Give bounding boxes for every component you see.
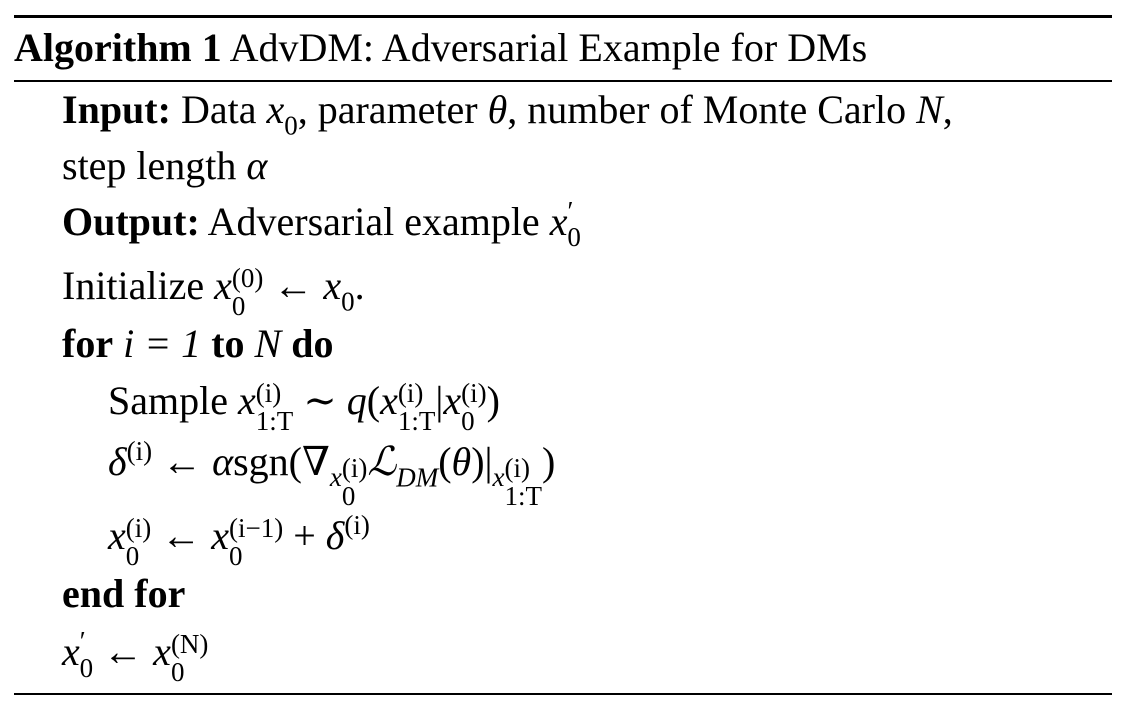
math-x0-N: x (N) 0 xyxy=(153,629,209,687)
math-delta-i: $\delta^{(i)}$ xyxy=(325,510,370,559)
final-assignment-line xyxy=(62,626,209,687)
for-keyword: for xyxy=(62,321,114,366)
math-nabla: ∇ xyxy=(301,439,330,484)
math-N: N xyxy=(916,87,943,132)
math-N: N xyxy=(254,321,282,366)
math-x0: $x_0$ xyxy=(266,87,298,141)
math-sgn: sgn xyxy=(233,439,289,484)
math-arrow: ← xyxy=(161,513,202,559)
math-x0-prime: $x'_0$ xyxy=(62,626,94,683)
math-x0-i: x (i) 0 xyxy=(443,378,487,436)
math-q: q xyxy=(346,378,367,424)
do-keyword: do xyxy=(291,321,334,366)
math-loss-L: ℒ xyxy=(367,439,397,484)
top-rule xyxy=(14,15,1112,18)
math-alpha: α xyxy=(212,439,234,484)
math-theta: θ xyxy=(487,87,508,132)
input-text-comma: , xyxy=(942,87,953,132)
sample-text: Sample xyxy=(108,378,228,424)
for-condition: i = 1 xyxy=(123,321,202,366)
math-eval-subscript: x (i) 1:T xyxy=(492,453,542,512)
math-x0-superscript-0: x (0) 0 xyxy=(214,263,264,321)
input-text-data: Data xyxy=(180,87,257,132)
output-line xyxy=(62,196,581,253)
algorithm-title xyxy=(14,24,867,72)
math-alpha: α xyxy=(246,143,268,188)
for-line xyxy=(62,320,333,368)
input-text-monte-carlo: , number of Monte Carlo xyxy=(507,87,907,132)
output-text: Adversarial example xyxy=(207,199,540,244)
math-arrow: ← xyxy=(162,439,203,484)
input-line xyxy=(62,86,953,141)
initialize-line: Initialize x (0) 0 ← $x_0$. xyxy=(62,263,365,321)
algorithm-label: Algorithm 1 xyxy=(14,25,222,70)
math-arrow: ← xyxy=(273,263,314,309)
update-line: x (i) 0 ← x (i−1) 0 + $\delta^{(i)}$ xyxy=(108,510,370,571)
end-for-line xyxy=(62,570,185,618)
math-theta: θ xyxy=(451,439,472,484)
algorithm-name: AdvDM: Adversarial Example for DMs xyxy=(229,25,868,70)
input-text-parameter: , parameter xyxy=(297,87,478,132)
math-x0: $x_0$ xyxy=(323,263,355,317)
math-delta-i: $\delta^{(i)}$ xyxy=(108,436,153,484)
math-arrow: ← xyxy=(103,629,144,675)
initialize-text: Initialize xyxy=(62,263,205,309)
math-x1T-i: x (i) 1:T xyxy=(237,378,294,436)
math-x1T-i: x (i) 1:T xyxy=(380,378,436,436)
sample-line: Sample x (i) 1:T ∼ q(x (i) 1:T |x (i) 0 ) xyxy=(108,378,500,436)
input-keyword: Input: xyxy=(62,87,171,132)
math-x0-prime: $x'_0$ xyxy=(549,196,581,253)
to-keyword: to xyxy=(211,321,245,366)
output-keyword: Output: xyxy=(62,199,200,244)
input-continuation-line xyxy=(62,142,267,190)
math-nabla-subscript: x (i) 0 xyxy=(329,453,368,512)
delta-line: $\delta^{(i)}$ ← $\alpha sgn(\nabla_{x (i) 0}$ $ℒ_{DM}(\theta)|_{x (i) 1:T}$ ) xyxy=(108,436,556,512)
end-for-keyword: end for xyxy=(62,571,186,616)
math-x0-i-minus-1: x (i−1) 0 xyxy=(211,513,284,571)
math-loss-subscript: DM xyxy=(396,462,439,493)
math-x0-i: x (i) 0 xyxy=(108,513,152,571)
bottom-rule xyxy=(14,693,1112,695)
math-sim: ∼ xyxy=(303,378,337,424)
input-text-step-length: step length xyxy=(62,143,237,188)
header-rule xyxy=(14,80,1112,82)
